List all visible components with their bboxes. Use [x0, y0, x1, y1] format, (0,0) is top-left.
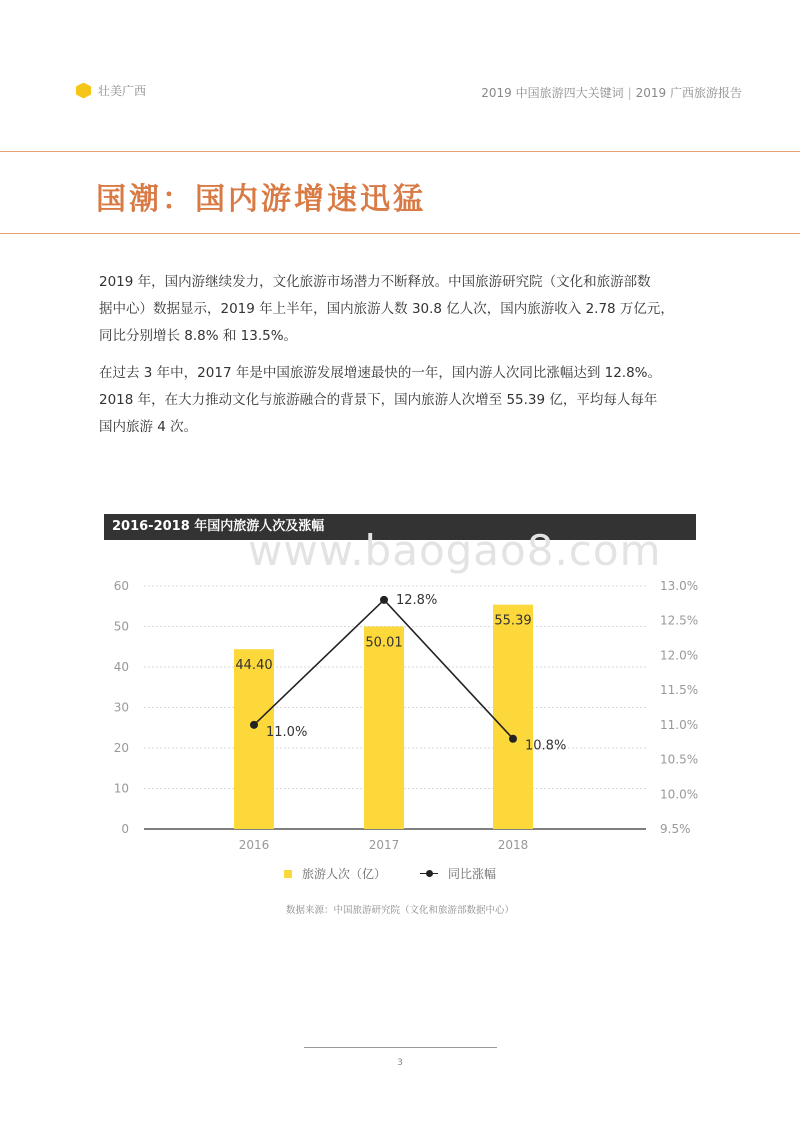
- brand-label: 壮美广西: [98, 84, 147, 98]
- y-left-tick-label: 60: [113, 579, 129, 593]
- y-right-tick-label: 12.0%: [660, 648, 699, 663]
- y-right-tick-label: 11.5%: [660, 683, 699, 698]
- legend-line: [420, 865, 496, 882]
- paragraph-2-line: 国内旅游 4 次。: [99, 419, 198, 435]
- y-right-tick-label: 12.5%: [660, 613, 699, 628]
- chart-labels: [114, 579, 698, 852]
- y-right-tick-label: 11.0%: [660, 717, 699, 732]
- data-source-note: 数据来源：中国旅游研究院（文化和旅游部数据中心）: [285, 905, 514, 916]
- growth-point: [380, 596, 388, 604]
- growth-point: [250, 721, 258, 729]
- bar: [493, 605, 533, 829]
- legend-line-swatch: [420, 873, 438, 875]
- y-left-tick-label: 40: [113, 660, 129, 674]
- chart-title: 2016-2018 年国内旅游人次及涨幅: [104, 514, 696, 540]
- growth-value-label: 11.0%: [266, 724, 308, 740]
- paragraph-1-line: 据中心）数据显示，2019 年上半年，国内旅游人数 30.8 亿人次，国内旅游收入 2.78 万亿元，: [99, 301, 674, 317]
- page-number: 3: [397, 1058, 403, 1068]
- bar: [364, 626, 404, 829]
- header-separator: |: [627, 86, 632, 100]
- growth-value-label: 10.8%: [525, 738, 567, 754]
- header-keyword-title: 2019 中国旅游四大关键词: [481, 86, 624, 100]
- bar-value-label: 55.39: [494, 613, 532, 629]
- y-left-tick-label: 20: [113, 741, 129, 755]
- section-title: 国潮：国内游增速迅猛: [96, 182, 426, 217]
- paragraph-2-line: 2018 年，在大力推动文化与旅游融合的背景下，国内旅游人次增至 55.39 亿，平均每人每年: [99, 392, 658, 408]
- x-tick-label: 2018: [497, 838, 529, 852]
- footer-divider: [304, 1047, 497, 1048]
- y-right-tick-label: 13.0%: [660, 579, 699, 593]
- watermark: www.baogao8.com: [248, 526, 662, 575]
- y-right-tick-label: 10.5%: [660, 752, 699, 767]
- header-report-title: 2019 广西旅游报告: [635, 86, 742, 100]
- y-left-tick-label: 0: [121, 822, 129, 836]
- legend-bar: [284, 865, 386, 882]
- growth-value-label: 12.8%: [396, 592, 438, 608]
- growth-point: [509, 735, 517, 743]
- paragraph-2-line: 在过去 3 年中，2017 年是中国旅游发展增速最快的一年，国内游人次同比涨幅达到 12.8%。: [99, 365, 661, 381]
- y-left-tick-label: 10: [113, 781, 129, 796]
- paragraph-1-line: 同比分别增长 8.8% 和 13.5%。: [99, 328, 298, 344]
- y-left-tick-label: 50: [113, 619, 129, 634]
- legend-bar-label: 旅游人次（亿）: [302, 867, 387, 881]
- bar-value-label: 44.40: [235, 658, 273, 674]
- x-tick-label: 2017: [368, 838, 400, 852]
- legend-line-label: 同比涨幅: [448, 867, 497, 881]
- y-right-tick-label: 10.0%: [660, 787, 699, 802]
- y-left-tick-label: 30: [113, 700, 129, 715]
- x-tick-label: 2016: [238, 838, 270, 852]
- y-right-tick-label: 9.5%: [660, 822, 691, 836]
- bar-value-label: 50.01: [365, 635, 403, 651]
- paragraph-1-line: 2019 年，国内游继续发力，文化旅游市场潜力不断释放。中国旅游研究院（文化和旅游部数: [99, 274, 651, 290]
- legend-bar-swatch: [284, 870, 292, 878]
